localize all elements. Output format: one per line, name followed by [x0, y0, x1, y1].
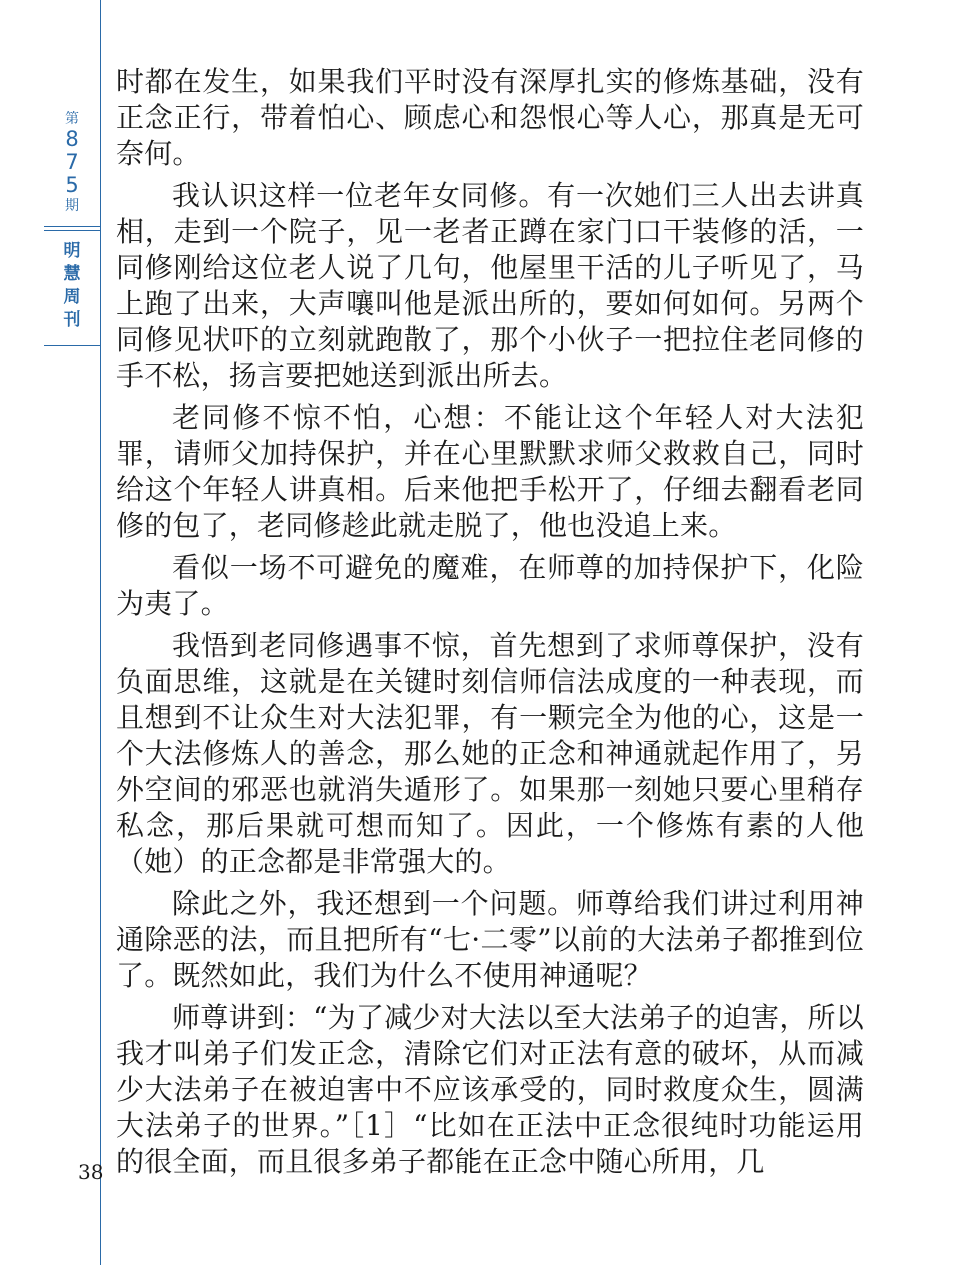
publication-char: 周	[63, 287, 81, 307]
issue-digit: 8	[65, 127, 79, 151]
paragraph: 看似一场不可避免的魔难，在师尊的加持保护下，化险为夷了。	[116, 551, 864, 620]
paragraph: 师尊讲到：“为了减少对大法以至大法弟子的迫害，所以我才叫弟子们发正念，清除它们对正法有意的破坏，从而减少大法弟子在被迫害中不应该承受的，同时救度众生，圆满大法弟子的世界。”［1］“比如在正法中正念很纯时功能运用的很全面，而且很多弟子都能在正念中随心所用，几	[116, 1001, 864, 1178]
paragraph: 我悟到老同修遇事不惊，首先想到了求师尊保护，没有负面思维，这就是在关键时刻信师信法成度的一种表现，而且想到不让众生对大法犯罪，有一颗完全为他的心，这是一个大法修炼人的善念，那么她的正念和神通就起作用了，另外空间的邪恶也就消失遁形了。如果那一刻她只要心里稍存私念，那后果就可想而知了。因此，一个修炼有素的人他（她）的正念都是非常强大的。	[116, 629, 864, 878]
paragraph: 我认识这样一位老年女同修。有一次她们三人出去讲真相，走到一个院子，见一老者正蹲在家门口干装修的活，一同修刚给这位老人说了几句，他屋里干活的儿子听见了，马上跑了出来，大声嚷叫他是派出所的，要如何如何。另两个同修见状吓的立刻就跑散了，那个小伙子一把拉住老同修的手不松，扬言要把她送到派出所去。	[116, 179, 864, 392]
publication-char: 明	[63, 241, 81, 261]
article-body	[116, 64, 864, 1186]
issue-digit: 7	[65, 150, 79, 174]
paragraph: 除此之外，我还想到一个问题。师尊给我们讲过利用神通除恶的法，而且把所有“七·二零”以前的大法弟子都推到位了。既然如此，我们为什么不使用神通呢？	[116, 887, 864, 992]
issue-number	[44, 110, 100, 215]
issue-suffix: 期	[65, 198, 79, 214]
issue-digit: 5	[65, 173, 79, 197]
sidebar-divider-line	[100, 0, 101, 1265]
issue-prefix: 第	[65, 111, 79, 127]
sidebar-rule-top-inner	[44, 230, 101, 231]
page-number: 38	[78, 1160, 104, 1184]
paragraph: 老同修不惊不怕，心想：不能让这个年轻人对大法犯罪，请师父加持保护，并在心里默默求师父救救自己，同时给这个年轻人讲真相。后来他把手松开了，仔细去翻看老同修的包了，老同修趁此就走脱了，他也没追上来。	[116, 401, 864, 542]
publication-char: 慧	[63, 264, 81, 284]
publication-char: 刊	[63, 310, 81, 330]
sidebar-rule-top	[44, 226, 101, 227]
publication-name	[44, 240, 100, 332]
sidebar-rule-bottom	[44, 345, 101, 346]
paragraph: 时都在发生，如果我们平时没有深厚扎实的修炼基础，没有正念正行，带着怕心、顾虑心和怨恨心等人心，那真是无可奈何。	[116, 65, 864, 170]
